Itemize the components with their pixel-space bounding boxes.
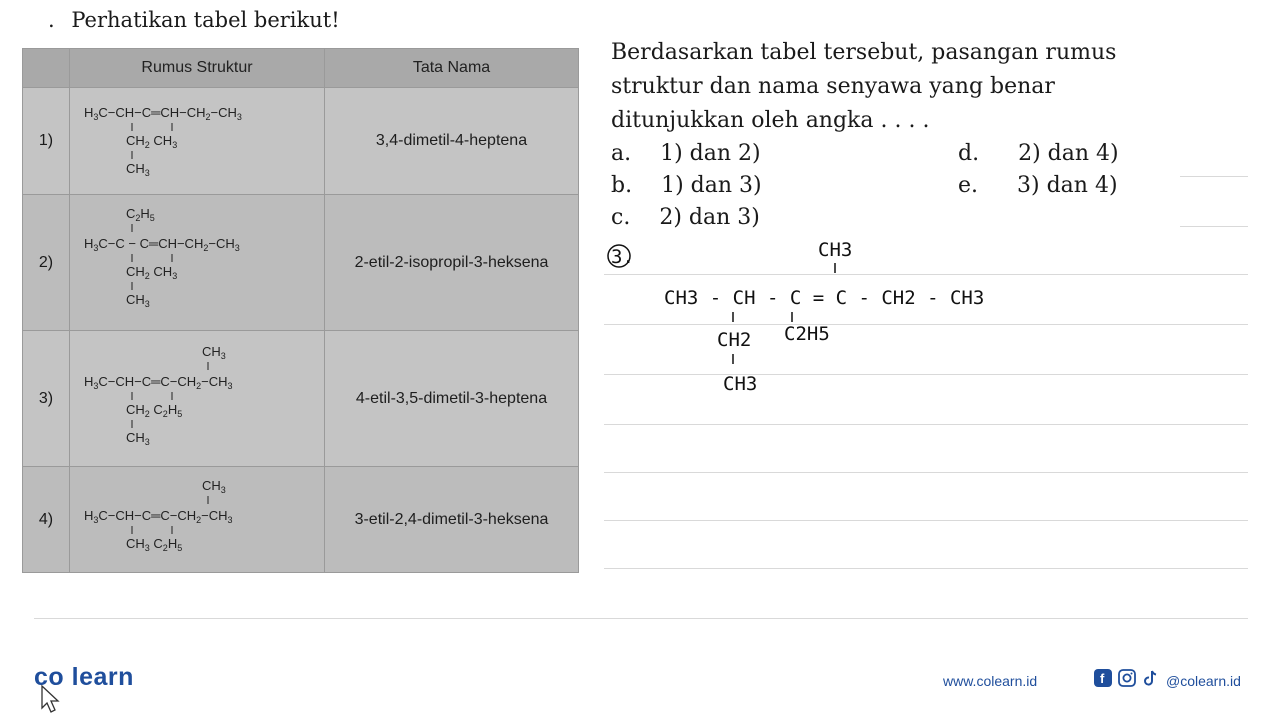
svg-text:CH3 C2H5: $CH_3$ $C_2H_5$ [126,535,183,553]
svg-text:f: f [1100,671,1105,686]
option-e[interactable] [958,173,1118,198]
table-row [23,88,579,195]
tiktok-icon[interactable] [1142,669,1160,687]
svg-text:H3C−C − C═CH−CH2−CH3: $H_3C-C$ − $C═CH-CH_2-CH_3$ [84,235,240,253]
option-letter: a. [611,141,632,166]
svg-text:C2H5: $C_2H_5$ [126,205,155,223]
option-text: 2) dan 3) [659,205,760,230]
structure-formula-4 [70,467,325,573]
rule-line [604,520,1248,521]
svg-text:H3C−CH−C═C−CH2−CH3: $H_3C-CH-C═C-CH_2-CH_3$ [84,507,233,525]
header-name: Tata Nama [325,49,579,88]
structure-formula-3 [70,331,325,467]
svg-text:CH3: $CH_3$ [126,161,150,178]
svg-text:CH3: $CH_3$ [202,343,226,361]
rule-line [604,472,1248,473]
table-header-row [23,49,579,88]
social-handle: @colearn.id [1166,673,1241,689]
row-number: 2) [23,195,70,331]
website-link[interactable]: www.colearn.id [943,673,1038,689]
hand-main-chain: CH3 - CH - C = C - CH2 - CH3 [664,287,985,309]
facebook-icon[interactable] [1094,669,1112,687]
row-number: 4) [23,467,70,573]
option-text: 1) dan 3) [661,173,762,198]
question-text: Berdasarkan tabel tersebut, pasangan rumus struktur dan nama senyawa yang benar ditunjukkan oleh angka . . . . [611,40,1117,133]
rule-line [1180,226,1248,227]
header-structure: Rumus Struktur [70,49,325,88]
instagram-icon[interactable] [1118,669,1136,687]
table-row [23,331,579,467]
intro-bullet: . [48,8,55,32]
option-letter: b. [611,173,633,198]
rule-line [1180,176,1248,177]
compound-name: 3-etil-2,4-dimetil-3-heksena [325,467,579,573]
table-row [23,195,579,331]
svg-text:H3C−CH−C═CH−CH2−CH3: $H_3C-CH-C═CH-CH_2-CH_3$ [84,105,242,122]
svg-text:CH2 C2H5: $CH_2$ $C_2H_5$ [126,401,183,419]
svg-text:CH3: $CH_3$ [126,429,150,447]
svg-text:CH3: $CH_3$ [202,477,226,495]
compound-name: 2-etil-2-isopropil-3-heksena [325,195,579,331]
option-letter: c. [611,205,631,230]
hand-sub-ch2: CH2 [717,329,752,351]
rule-line [604,424,1248,425]
structure-table [22,48,579,573]
option-c[interactable] [611,205,760,230]
option-letter: d. [958,141,980,166]
compound-name: 3,4-dimetil-4-heptena [325,88,579,195]
rule-line [604,568,1248,569]
option-text: 3) dan 4) [1017,173,1118,198]
intro-text: Perhatikan tabel berikut! [71,8,340,32]
hand-top-sub: CH3 [818,239,853,261]
hand-label: 3. [611,246,634,268]
option-b[interactable] [611,173,762,198]
table-row [23,467,579,573]
hand-sub-ch3: CH3 [723,373,758,395]
structure-formula-1 [70,88,325,195]
colearn-logo: co learn [34,663,134,691]
header-num-cell [23,49,70,88]
svg-text:CH2 CH3: $CH_2$ $CH_3$ [126,133,178,150]
compound-name: 4-etil-3,5-dimetil-3-heptena [325,331,579,467]
handwritten-structure [606,228,986,408]
option-letter: e. [958,173,979,198]
option-a[interactable] [611,141,761,166]
structure-formula-2 [70,195,325,331]
cursor-icon [38,684,66,716]
option-text: 1) dan 2) [660,141,761,166]
hand-sub-c2h5: C2H5 [784,323,830,345]
svg-text:CH2 CH3: $CH_2$ $CH_3$ [126,263,178,281]
intro-line [48,8,340,32]
row-number: 3) [23,331,70,467]
option-d[interactable] [958,141,1119,166]
svg-text:H3C−CH−C═C−CH2−CH3: $H_3C-CH-C═C-CH_2-CH_3$ [84,373,233,391]
svg-text:CH3: $CH_3$ [126,291,150,309]
rule-line [34,618,1248,619]
row-number: 1) [23,88,70,195]
option-text: 2) dan 4) [1018,141,1119,166]
